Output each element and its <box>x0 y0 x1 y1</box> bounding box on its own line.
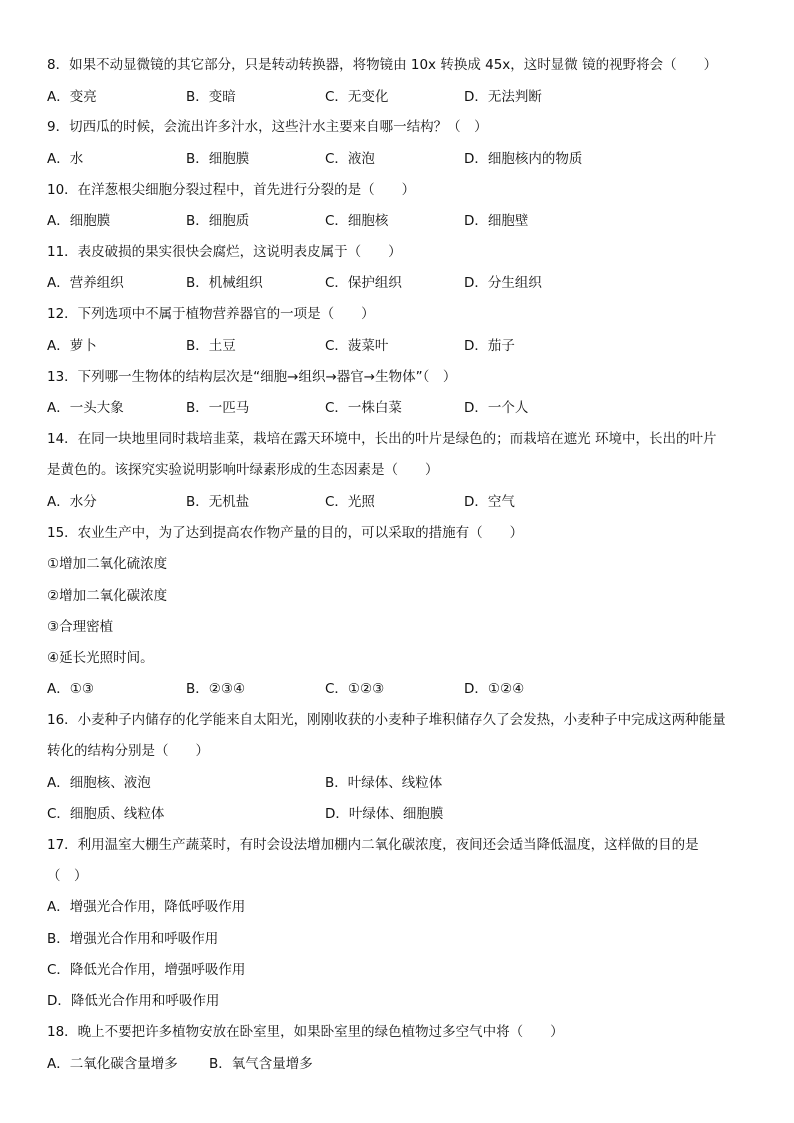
q13-option-d: D．一个人 <box>464 400 529 416</box>
q11-option-b: B．机械组织 <box>186 275 263 291</box>
question-17-text-cont: （ ） <box>47 868 88 884</box>
q12-option-c: C．菠菜叶 <box>325 338 389 354</box>
question-15-text: 15．农业生产中，为了达到提高农作物产量的目的，可以采取的措施有（ ） <box>47 525 524 541</box>
q11-option-a: A．营养组织 <box>47 275 124 291</box>
q17-option-d: D．降低光合作用和呼吸作用 <box>47 993 220 1009</box>
q18-option-a: A．二氧化碳含量增多 <box>47 1056 178 1072</box>
q9-option-a: A．水 <box>47 151 84 167</box>
question-8-text: 8．如果不动显微镜的其它部分，只是转动转换器，将物镜由 10x 转换成 45x，这时显微 镜的视野将会（ ） <box>47 57 718 73</box>
q8-option-b: B．变暗 <box>186 89 236 105</box>
q14-option-c: C．光照 <box>325 494 375 510</box>
q17-option-b: B．增强光合作用和呼吸作用 <box>47 931 219 947</box>
question-14-text: 14．在同一块地里同时栽培韭菜，栽培在露天环境中，长出的叶片是绿色的；而栽培在遮光 环境中，长出的叶片 <box>47 431 717 447</box>
q11-option-c: C．保护组织 <box>325 275 402 291</box>
q11-option-d: D．分生组织 <box>464 275 542 291</box>
q14-option-b: B．无机盐 <box>186 494 250 510</box>
q9-option-d: D．细胞核内的物质 <box>464 151 583 167</box>
question-18-text: 18．晚上不要把许多植物安放在卧室里，如果卧室里的绿色植物过多空气中将（ ） <box>47 1024 564 1040</box>
q9-option-b: B．细胞膜 <box>186 151 250 167</box>
q16-option-d: D．叶绿体、细胞膜 <box>325 806 444 822</box>
q15-option-b: B．②③④ <box>186 681 246 697</box>
q8-option-a: A．变亮 <box>47 89 97 105</box>
q10-option-a: A．细胞膜 <box>47 213 111 229</box>
q13-option-c: C．一株白菜 <box>325 400 402 416</box>
q15-item-1: ①增加二氧化硫浓度 <box>47 556 168 572</box>
q16-option-c: C．细胞质、线粒体 <box>47 806 165 822</box>
question-17-text: 17．利用温室大棚生产蔬菜时，有时会设法增加棚内二氧化碳浓度，夜间还会适当降低温度，这样做的目的是 <box>47 837 699 853</box>
question-12-text: 12．下列选项中不属于植物营养器官的一项是（ ） <box>47 306 375 322</box>
q14-option-d: D．空气 <box>464 494 515 510</box>
question-11-text: 11．表皮破损的果实很快会腐烂，这说明表皮属于（ ） <box>47 244 402 260</box>
q15-item-4: ④延长光照时间。 <box>47 650 154 666</box>
q16-option-b: B．叶绿体、线粒体 <box>325 775 443 791</box>
question-14-text-cont: 是黄色的。该探究实验说明影响叶绿素形成的生态因素是（ ） <box>47 462 439 478</box>
q9-option-c: C．液泡 <box>325 151 375 167</box>
question-9-text: 9．切西瓜的时候，会流出许多汁水，这些汁水主要来自哪一结构？（ ） <box>47 119 488 135</box>
q12-option-a: A．萝卜 <box>47 338 97 354</box>
q15-item-3: ③合理密植 <box>47 619 114 635</box>
q8-option-d: D．无法判断 <box>464 89 542 105</box>
q13-option-a: A．一头大象 <box>47 400 124 416</box>
q17-option-a: A．增强光合作用，降低呼吸作用 <box>47 899 246 915</box>
q10-option-b: B．细胞质 <box>186 213 250 229</box>
q17-option-c: C．降低光合作用，增强呼吸作用 <box>47 962 246 978</box>
q10-option-c: C．细胞核 <box>325 213 389 229</box>
q16-option-a: A．细胞核、液泡 <box>47 775 151 791</box>
question-10-text: 10．在洋葱根尖细胞分裂过程中，首先进行分裂的是（ ） <box>47 182 416 198</box>
q18-option-b: B．氧气含量增多 <box>209 1056 313 1072</box>
q15-option-a: A．①③ <box>47 681 94 697</box>
q12-option-b: B．土豆 <box>186 338 236 354</box>
question-16-text: 16．小麦种子内储存的化学能来自太阳光，刚刚收获的小麦种子堆积储存久了会发热，小麦种子中完成这两种能量 <box>47 712 726 728</box>
q15-item-2: ②增加二氧化碳浓度 <box>47 588 168 604</box>
q10-option-d: D．细胞壁 <box>464 213 529 229</box>
q15-option-c: C．①②③ <box>325 681 385 697</box>
question-13-text: 13．下列哪一生物体的结构层次是“细胞→组织→器官→生物体”（ ） <box>47 369 457 385</box>
q15-option-d: D．①②④ <box>464 681 525 697</box>
q8-option-c: C．无变化 <box>325 89 389 105</box>
question-16-text-cont: 转化的结构分别是（ ） <box>47 743 209 759</box>
q14-option-a: A．水分 <box>47 494 97 510</box>
q12-option-d: D．茄子 <box>464 338 515 354</box>
q13-option-b: B．一匹马 <box>186 400 250 416</box>
